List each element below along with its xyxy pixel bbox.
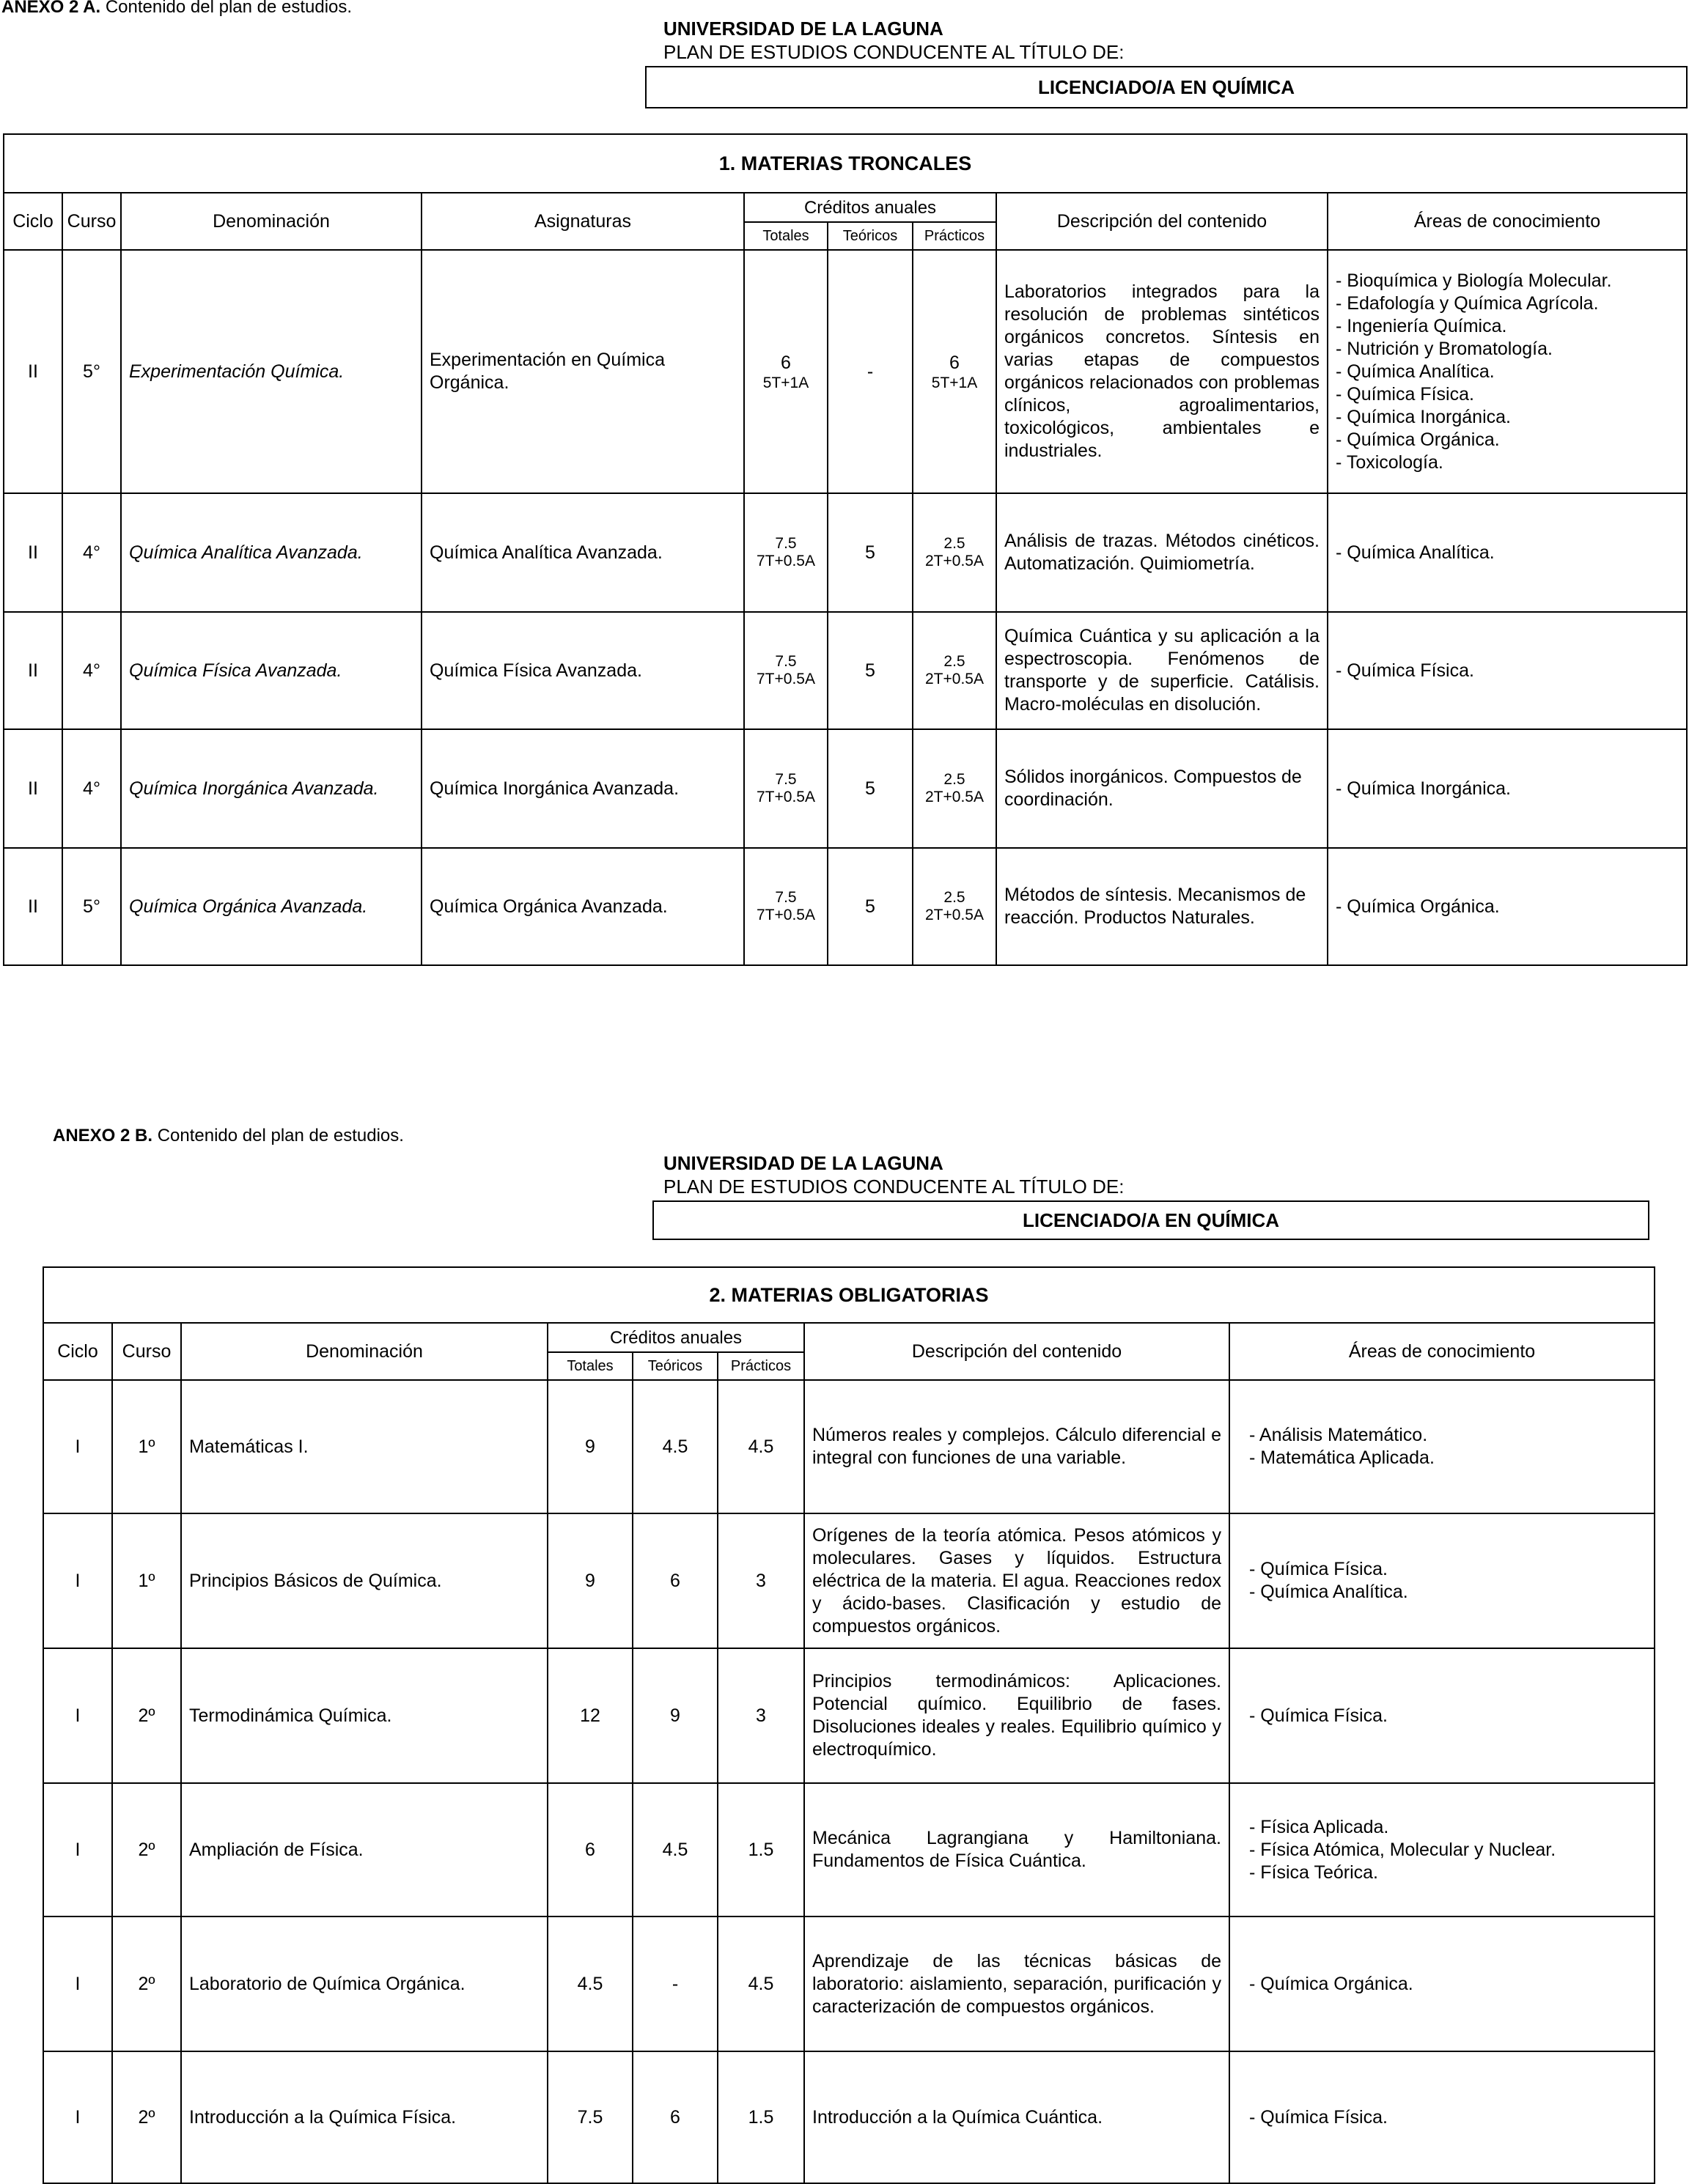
- annex-a-heading: [1, 0, 352, 18]
- area-item: - Física Teórica.: [1249, 1862, 1378, 1883]
- practicos-value: 6: [949, 352, 960, 373]
- t2-header-ciclo: Ciclo: [43, 1323, 112, 1380]
- cell-curso: 2º: [112, 2051, 181, 2183]
- totales-sub: 7T+0.5A: [757, 789, 815, 805]
- area-item: - Química Inorgánica.: [1336, 406, 1511, 427]
- area-item: - Química Física.: [1336, 383, 1474, 405]
- annex-a-plan: PLAN DE ESTUDIOS CONDUCENTE AL TÍTULO DE:: [663, 41, 1125, 63]
- area-item: - Química Analítica.: [1336, 361, 1495, 382]
- t2-header-denominacion: Denominación: [181, 1323, 548, 1380]
- table2-title: 2. MATERIAS OBLIGATORIAS: [43, 1267, 1655, 1323]
- cell-teoricos: 9: [633, 1648, 718, 1783]
- t1-header-asignaturas: Asignaturas: [422, 193, 744, 250]
- area-item: - Química Analítica.: [1249, 1582, 1408, 1602]
- cell-descripcion: Orígenes de la teoría atómica. Pesos atómicos y moleculares. Gases y líquidos. Estructura eléctrica de la materia. El agua. Reacciones redox y ácido-bases. Clasificación y estudio de compuestos orgánicos.: [804, 1513, 1229, 1648]
- t2-header-areas: Áreas de conocimiento: [1229, 1323, 1655, 1380]
- area-item: - Ingeniería Química.: [1336, 315, 1507, 336]
- cell-areas: [1229, 1783, 1655, 1916]
- annex-a-university: UNIVERSIDAD DE LA LAGUNA: [663, 18, 943, 40]
- cell-descripcion: Análisis de trazas. Métodos cinéticos. Automatización. Quimiometría.: [996, 493, 1328, 612]
- table-row: [43, 1513, 1655, 1648]
- table-materias-troncales: [3, 133, 1688, 966]
- totales-sub: 5T+1A: [762, 374, 809, 391]
- practicos-sub: 5T+1A: [931, 374, 978, 391]
- totales-value: 7.5: [775, 535, 797, 552]
- totales-value: 7.5: [775, 889, 797, 906]
- cell-denominacion: Química Inorgánica Avanzada.: [121, 729, 422, 848]
- cell-totales: [744, 848, 828, 965]
- cell-curso: 4°: [62, 493, 121, 612]
- cell-denominacion: Termodinámica Química.: [181, 1648, 548, 1783]
- annex-b-university: UNIVERSIDAD DE LA LAGUNA: [663, 1152, 943, 1174]
- annex-b-label: ANEXO 2 B.: [53, 1126, 153, 1146]
- cell-totales: [744, 250, 828, 493]
- cell-ciclo: II: [4, 493, 62, 612]
- area-item: - Química Física.: [1336, 660, 1474, 681]
- cell-curso: 2º: [112, 1783, 181, 1916]
- area-item: - Química Física.: [1249, 1705, 1388, 1726]
- cell-descripcion: Laboratorios integrados para la resolución de problemas sintéticos orgánicos concretos. Síntesis en varias etapas de compuestos orgánicos relacionados con problemas clínicos, agroalimentarios, toxicológicos, ambientales e industriales.: [996, 250, 1328, 493]
- table-row: [43, 1648, 1655, 1783]
- area-item: - Nutrición y Bromatología.: [1336, 338, 1553, 359]
- cell-ciclo: II: [4, 729, 62, 848]
- cell-practicos: 1.5: [718, 2051, 804, 2183]
- cell-denominacion: Química Física Avanzada.: [121, 612, 422, 729]
- area-item: - Análisis Matemático.: [1249, 1425, 1428, 1445]
- cell-practicos: [913, 612, 996, 729]
- cell-curso: 2º: [112, 1916, 181, 2051]
- cell-asignatura: Química Inorgánica Avanzada.: [422, 729, 744, 848]
- cell-denominacion: Matemáticas I.: [181, 1380, 548, 1513]
- t1-header-ciclo: Ciclo: [4, 193, 62, 250]
- area-item: - Edafología y Química Agrícola.: [1336, 292, 1599, 314]
- cell-ciclo: I: [43, 1380, 112, 1513]
- cell-teoricos: 5: [828, 848, 913, 965]
- t1-header-practicos: Prácticos: [913, 222, 996, 250]
- t1-header-totales: Totales: [744, 222, 828, 250]
- cell-practicos: [913, 729, 996, 848]
- cell-practicos: 1.5: [718, 1783, 804, 1916]
- cell-ciclo: II: [4, 612, 62, 729]
- t2-header-practicos: Prácticos: [718, 1352, 804, 1380]
- cell-denominacion: Introducción a la Química Física.: [181, 2051, 548, 2183]
- annex-a-degree-box: [645, 66, 1688, 108]
- cell-curso: 5°: [62, 250, 121, 493]
- cell-practicos: 4.5: [718, 1916, 804, 2051]
- annex-a-degree: LICENCIADO/A EN QUÍMICA: [1037, 76, 1295, 98]
- cell-ciclo: I: [43, 1783, 112, 1916]
- cell-asignatura: Experimentación en Química Orgánica.: [422, 250, 744, 493]
- t1-header-denominacion: Denominación: [121, 193, 422, 250]
- cell-descripcion: Métodos de síntesis. Mecanismos de reacción. Productos Naturales.: [996, 848, 1328, 965]
- annex-b-text: Contenido del plan de estudios.: [157, 1126, 404, 1146]
- cell-ciclo: II: [4, 250, 62, 493]
- cell-curso: 4°: [62, 612, 121, 729]
- table-row: [43, 1783, 1655, 1916]
- cell-teoricos: 4.5: [633, 1783, 718, 1916]
- table1-title: 1. MATERIAS TRONCALES: [4, 134, 1687, 193]
- cell-totales: 12: [548, 1648, 633, 1783]
- cell-practicos: 3: [718, 1648, 804, 1783]
- cell-teoricos: 5: [828, 493, 913, 612]
- cell-practicos: 3: [718, 1513, 804, 1648]
- t2-header-curso: Curso: [112, 1323, 181, 1380]
- cell-descripcion: Aprendizaje de las técnicas básicas de laboratorio: aislamiento, separación, purificación y caracterización de compuestos orgánicos.: [804, 1916, 1229, 2051]
- practicos-value: 2.5: [943, 771, 965, 788]
- cell-denominacion: Laboratorio de Química Orgánica.: [181, 1916, 548, 2051]
- practicos-sub: 2T+0.5A: [925, 789, 984, 805]
- cell-asignatura: Química Analítica Avanzada.: [422, 493, 744, 612]
- table-row: [43, 1380, 1655, 1513]
- practicos-value: 2.5: [943, 889, 965, 906]
- cell-denominacion: Ampliación de Física.: [181, 1783, 548, 1916]
- area-item: - Toxicología.: [1336, 451, 1443, 473]
- cell-totales: [744, 729, 828, 848]
- cell-curso: 4°: [62, 729, 121, 848]
- t2-header-creditos: Créditos anuales: [548, 1323, 804, 1352]
- cell-totales: 9: [548, 1380, 633, 1513]
- cell-denominacion: Química Analítica Avanzada.: [121, 493, 422, 612]
- cell-curso: 5°: [62, 848, 121, 965]
- cell-descripcion: Sólidos inorgánicos. Compuestos de coordinación.: [996, 729, 1328, 848]
- cell-descripcion: Química Cuántica y su aplicación a la espectroscopia. Fenómenos de transporte y de superficie. Catálisis. Macro-moléculas en disolución.: [996, 612, 1328, 729]
- area-item: - Matemática Aplicada.: [1249, 1447, 1435, 1468]
- annex-a-text: Contenido del plan de estudios.: [105, 0, 353, 17]
- cell-descripcion: Mecánica Lagrangiana y Hamiltoniana. Fundamentos de Física Cuántica.: [804, 1783, 1229, 1916]
- area-item: - Química Analítica.: [1336, 542, 1495, 563]
- cell-totales: 7.5: [548, 2051, 633, 2183]
- area-item: - Química Orgánica.: [1336, 896, 1500, 917]
- area-item: - Química Física.: [1249, 1559, 1388, 1579]
- cell-areas: [1328, 612, 1687, 729]
- cell-areas: [1229, 1380, 1655, 1513]
- practicos-sub: 2T+0.5A: [925, 553, 984, 569]
- cell-ciclo: I: [43, 2051, 112, 2183]
- cell-teoricos: 6: [633, 1513, 718, 1648]
- cell-areas: [1328, 729, 1687, 848]
- cell-ciclo: I: [43, 1916, 112, 2051]
- t1-header-teoricos: Teóricos: [828, 222, 913, 250]
- cell-denominacion: Principios Básicos de Química.: [181, 1513, 548, 1648]
- table-row: [4, 250, 1687, 493]
- totales-sub: 7T+0.5A: [757, 671, 815, 687]
- annex-b-degree-box: [652, 1200, 1649, 1240]
- cell-totales: [744, 612, 828, 729]
- cell-teoricos: 6: [633, 2051, 718, 2183]
- cell-ciclo: I: [43, 1513, 112, 1648]
- cell-ciclo: I: [43, 1648, 112, 1783]
- annex-b-heading: [53, 1126, 404, 1146]
- annex-b-degree: LICENCIADO/A EN QUÍMICA: [1022, 1209, 1280, 1231]
- cell-practicos: [913, 848, 996, 965]
- table-row: [4, 493, 1687, 612]
- cell-areas: [1328, 250, 1687, 493]
- cell-totales: 4.5: [548, 1916, 633, 2051]
- t1-header-areas: Áreas de conocimiento: [1328, 193, 1687, 250]
- t1-header-descripcion: Descripción del contenido: [996, 193, 1328, 250]
- cell-asignatura: Química Física Avanzada.: [422, 612, 744, 729]
- totales-value: 7.5: [775, 653, 797, 670]
- totales-sub: 7T+0.5A: [757, 553, 815, 569]
- cell-denominacion: Experimentación Química.: [121, 250, 422, 493]
- practicos-sub: 2T+0.5A: [925, 907, 984, 923]
- t2-header-totales: Totales: [548, 1352, 633, 1380]
- cell-teoricos: 5: [828, 729, 913, 848]
- table-row: [4, 612, 1687, 729]
- cell-practicos: [913, 493, 996, 612]
- cell-totales: 6: [548, 1783, 633, 1916]
- cell-ciclo: II: [4, 848, 62, 965]
- practicos-value: 2.5: [943, 535, 965, 552]
- table-materias-obligatorias: [43, 1266, 1655, 2184]
- cell-areas: [1229, 2051, 1655, 2183]
- cell-descripcion: Números reales y complejos. Cálculo diferencial e integral con funciones de una variable.: [804, 1380, 1229, 1513]
- cell-curso: 2º: [112, 1648, 181, 1783]
- area-item: - Química Inorgánica.: [1336, 778, 1511, 799]
- totales-value: 7.5: [775, 771, 797, 788]
- table-row: [43, 1916, 1655, 2051]
- area-item: - Química Orgánica.: [1249, 1973, 1413, 1994]
- practicos-sub: 2T+0.5A: [925, 671, 984, 687]
- area-item: - Física Aplicada.: [1249, 1816, 1389, 1837]
- cell-teoricos: -: [828, 250, 913, 493]
- cell-areas: [1229, 1513, 1655, 1648]
- cell-totales: 9: [548, 1513, 633, 1648]
- t1-header-creditos: Créditos anuales: [744, 193, 996, 222]
- t2-header-descripcion: Descripción del contenido: [804, 1323, 1229, 1380]
- totales-sub: 7T+0.5A: [757, 907, 815, 923]
- cell-curso: 1º: [112, 1380, 181, 1513]
- t2-header-teoricos: Teóricos: [633, 1352, 718, 1380]
- cell-practicos: [913, 250, 996, 493]
- cell-curso: 1º: [112, 1513, 181, 1648]
- annex-b-plan: PLAN DE ESTUDIOS CONDUCENTE AL TÍTULO DE:: [663, 1176, 1125, 1198]
- table-row: [4, 848, 1687, 965]
- cell-areas: [1229, 1916, 1655, 2051]
- area-item: - Física Atómica, Molecular y Nuclear.: [1249, 1839, 1556, 1860]
- table-row: [43, 2051, 1655, 2183]
- practicos-value: 2.5: [943, 653, 965, 670]
- cell-descripcion: Principios termodinámicos: Aplicaciones. Potencial químico. Equilibrio de fases. Disoluciones ideales y reales. Equilibrio químico y electroquímico.: [804, 1648, 1229, 1783]
- area-item: - Bioquímica y Biología Molecular.: [1336, 270, 1612, 291]
- cell-areas: [1328, 848, 1687, 965]
- cell-teoricos: 5: [828, 612, 913, 729]
- area-item: - Química Orgánica.: [1336, 429, 1500, 450]
- totales-value: 6: [781, 352, 791, 373]
- cell-denominacion: Química Orgánica Avanzada.: [121, 848, 422, 965]
- cell-totales: [744, 493, 828, 612]
- cell-areas: [1229, 1648, 1655, 1783]
- table-row: [4, 729, 1687, 848]
- cell-asignatura: Química Orgánica Avanzada.: [422, 848, 744, 965]
- annex-a-label: ANEXO 2 A.: [1, 0, 101, 17]
- cell-descripcion: Introducción a la Química Cuántica.: [804, 2051, 1229, 2183]
- cell-teoricos: 4.5: [633, 1380, 718, 1513]
- t1-header-curso: Curso: [62, 193, 121, 250]
- area-item: - Química Física.: [1249, 2106, 1388, 2128]
- cell-practicos: 4.5: [718, 1380, 804, 1513]
- cell-areas: [1328, 493, 1687, 612]
- cell-teoricos: -: [633, 1916, 718, 2051]
